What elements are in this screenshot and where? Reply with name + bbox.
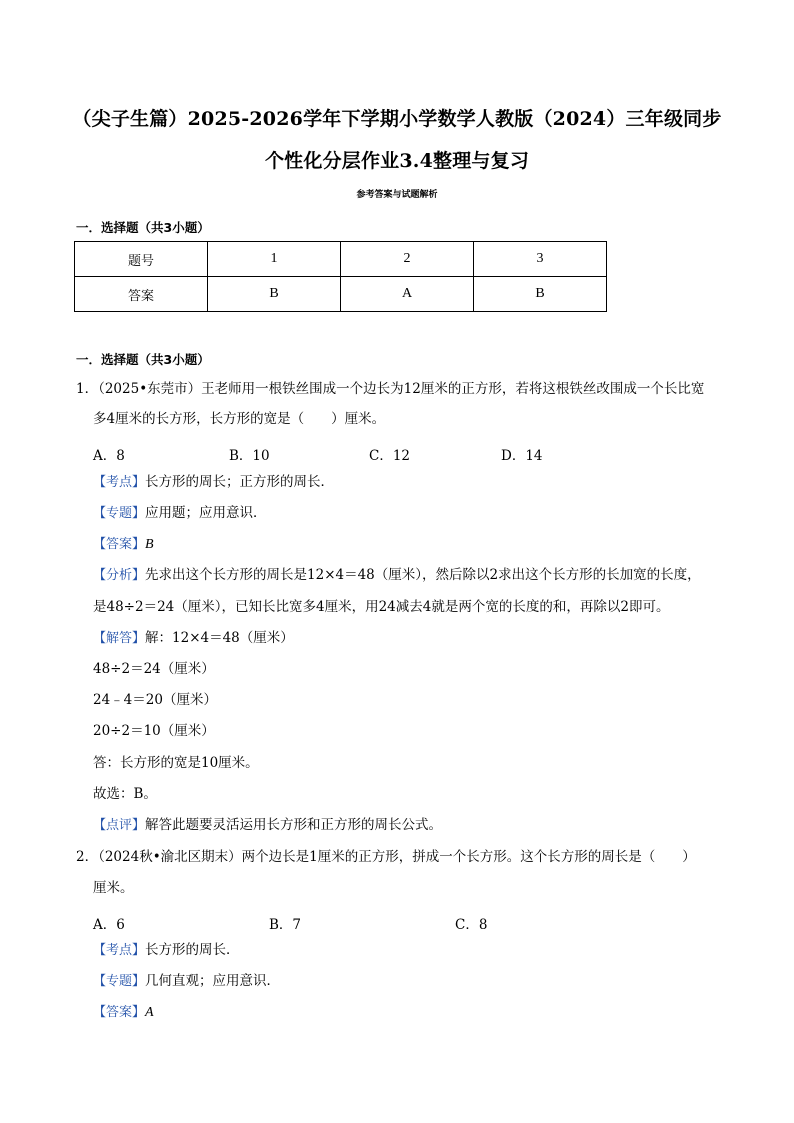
q1-kaodian-text: 长方形的周长；正方形的周长． xyxy=(145,474,335,490)
q1-calc-3: 20÷2＝10（厘米） xyxy=(93,723,215,739)
q1-dianping-tag: 【点评】 xyxy=(93,818,146,833)
q1-zhuanti xyxy=(93,507,267,521)
q2-option-b: B．7 xyxy=(269,917,302,933)
table-row xyxy=(75,242,607,277)
q1-zhuanti-text: 应用题；应用意识． xyxy=(145,505,267,521)
q2-daan-text: A xyxy=(145,1005,154,1020)
document-title-line2: 个性化分层作业3.4整理与复习 xyxy=(264,150,530,172)
q2-kaodian-text: 长方形的周长． xyxy=(145,942,240,958)
q1-dianping-text: 解答此题要灵活运用长方形和正方形的周长公式。 xyxy=(145,817,443,833)
q1-dianping xyxy=(93,819,442,833)
document-subtitle: 参考答案与试题解析 xyxy=(356,190,438,200)
q1-calc-answer: 答：长方形的宽是10厘米。 xyxy=(93,755,259,771)
q1-stem-line2: 多4厘米的长方形，长方形的宽是（ ）厘米。 xyxy=(93,411,386,427)
answer-table xyxy=(74,241,607,312)
q1-option-b: B．10 xyxy=(229,448,270,464)
table-row xyxy=(75,277,607,312)
q1-daan-text: B xyxy=(145,537,154,552)
q1-option-c: C．12 xyxy=(369,448,411,464)
q2-stem-line2: 厘米。 xyxy=(93,880,134,896)
q2-daan-tag: 【答案】 xyxy=(93,1005,146,1020)
q1-jieda-text: 解：12×4＝48（厘米） xyxy=(145,630,294,646)
table-header-cell: 答案 xyxy=(75,277,208,312)
q1-jieda xyxy=(93,632,294,646)
q2-zhuanti-text: 几何直观；应用意识． xyxy=(145,973,281,989)
q2-option-a: A．6 xyxy=(93,917,125,933)
document-title-line1: （尖子生篇）2025-2026学年下学期小学数学人教版（2024）三年级同步 xyxy=(72,108,722,130)
q2-stem-line1: 2．（2024秋•渝北区期末）两个边长是1厘米的正方形，拼成一个长方形。这个长方形的周长是（ ） xyxy=(76,849,696,865)
table-cell-answer: B xyxy=(474,277,607,312)
q1-daan-tag: 【答案】 xyxy=(93,537,146,552)
q1-zhuanti-tag: 【专题】 xyxy=(93,506,146,521)
table-cell-answer: B xyxy=(208,277,341,312)
table-header-cell: 题号 xyxy=(75,242,208,277)
q1-option-a: A．8 xyxy=(93,448,125,464)
section-heading-questions: 一．选择题（共3小题） xyxy=(76,352,210,367)
q1-jieda-tag: 【解答】 xyxy=(93,631,146,646)
table-cell-number: 3 xyxy=(474,242,607,277)
q2-zhuanti-tag: 【专题】 xyxy=(93,974,146,989)
q2-daan xyxy=(93,1006,154,1020)
q1-fenxi-text: 先求出这个长方形的周长是12×4＝48（厘米），然后除以2求出这个长方形的长加宽的长度， xyxy=(145,567,701,583)
q1-guxuan: 故选：B。 xyxy=(93,786,157,802)
q1-stem-line1: 1．（2025•东莞市）王老师用一根铁丝围成一个边长为12厘米的正方形，若将这根铁丝改围成一个长比宽 xyxy=(76,381,705,397)
q1-fenxi-tag: 【分析】 xyxy=(93,568,146,583)
q2-kaodian-tag: 【考点】 xyxy=(93,943,146,958)
table-cell-number: 2 xyxy=(341,242,474,277)
q1-kaodian xyxy=(93,476,334,490)
q2-zhuanti xyxy=(93,975,280,989)
q2-option-c: C．8 xyxy=(455,917,488,933)
q2-kaodian xyxy=(93,944,240,958)
q1-kaodian-tag: 【考点】 xyxy=(93,475,146,490)
q1-fenxi-line2: 是48÷2＝24（厘米），已知长比宽多4厘米，用24减去4就是两个宽的长度的和，再除以2即可。 xyxy=(93,599,670,615)
q1-daan xyxy=(93,538,154,552)
section-heading-answers: 一．选择题（共3小题） xyxy=(76,220,210,235)
table-cell-answer: A xyxy=(341,277,474,312)
q1-calc-1: 48÷2＝24（厘米） xyxy=(93,661,215,677)
q1-fenxi-line1 xyxy=(93,569,701,583)
q1-option-d: D．14 xyxy=(501,448,543,464)
q1-calc-2: 24﹣4＝20（厘米） xyxy=(93,692,217,708)
table-cell-number: 1 xyxy=(208,242,341,277)
